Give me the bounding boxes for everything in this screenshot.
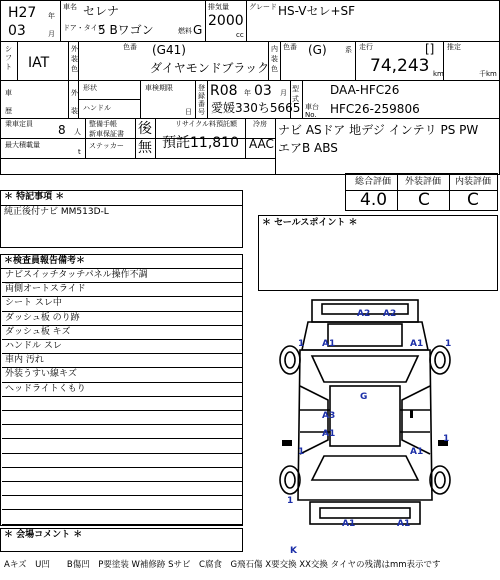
grade-value: HS-Vセレ+SF (278, 4, 356, 18)
model-code: DAA-HFC26 (330, 83, 400, 97)
fuel-label: 燃料 (178, 27, 192, 35)
inspector-report-row (2, 397, 242, 411)
mileage-label: 走行 (359, 43, 373, 51)
damage-mark: 1 (287, 496, 294, 506)
model-label: 車名 (63, 3, 77, 11)
damage-mark: 1 (445, 339, 452, 349)
inspector-report-row: ナビスイッチタッチパネル操作不調 (2, 269, 242, 283)
options-line-1: ナビ ASドア 地デジ インテリ PS PW (278, 123, 479, 137)
displacement-label: 排気量 (208, 3, 229, 11)
door-type-label: ドア・タイプ (63, 24, 105, 32)
damage-mark: K (290, 546, 297, 556)
interior-score-label: 内装評価 (455, 177, 492, 187)
aircon-value: AAC (249, 137, 274, 151)
overall-score: 4.0 (360, 190, 388, 210)
service-label: 整備手帳 (89, 120, 117, 128)
color-code: (G41) (152, 43, 186, 57)
inspector-report-row (2, 425, 242, 439)
month-unit: 月 (48, 30, 55, 38)
damage-mark: 1 (443, 434, 450, 444)
inspector-report-row (2, 411, 242, 425)
special-notes-text: 純正後付ナビ MM513D-L (4, 207, 109, 217)
recycle-label: リサイクル料預託額 (175, 120, 238, 128)
year-unit: 年 (48, 12, 55, 20)
inspector-report-row: ダッシュ板 のり跡 (2, 312, 242, 326)
overall-score-label: 総合評価 (355, 177, 392, 187)
damage-mark: 1 (298, 447, 305, 457)
inspection-era: R08 (210, 83, 238, 99)
damage-mark: A1 (410, 447, 424, 457)
inspector-report-row: ダッシュ板 キズ (2, 326, 242, 340)
options-line-2: エアB ABS (278, 141, 338, 155)
color-name: ダイヤモンドブラック (150, 61, 270, 75)
ext2-label: 外装 (71, 89, 78, 115)
recycle-value: 預託11,810 (162, 135, 239, 151)
exterior-score-label: 外装評価 (405, 177, 442, 187)
car-damage-diagram (270, 290, 470, 558)
color-code-label: 色番 (123, 43, 137, 51)
max-load-unit: t (78, 148, 81, 156)
inspector-report-row: ヘッドライトくもり (2, 383, 242, 397)
sticker-value: 無 (138, 140, 152, 156)
handle-label: ハンドル (83, 104, 111, 112)
chassis-label: 車台No. (305, 103, 319, 119)
damage-mark: A1 (322, 339, 336, 349)
damage-mark: A2 (383, 309, 397, 319)
inspector-report-title: ＊検査員報告備考＊ (4, 256, 86, 266)
inspection-year-unit: 年 (244, 89, 251, 97)
int-color-label: 内装色 (271, 45, 278, 73)
capacity-label: 乗車定員 (5, 120, 33, 128)
max-load-label: 最大積載量 (5, 141, 40, 149)
cert-label: 推定 (447, 43, 461, 51)
warranty-label: 新車保証書 (89, 130, 124, 138)
mileage-bracket: [] (425, 42, 435, 56)
inspector-report-row (2, 496, 242, 510)
capacity-value: 8 (58, 123, 66, 137)
damage-mark: A1 (410, 339, 424, 349)
inspector-report-row (2, 510, 242, 524)
year-era: H27 (8, 5, 37, 21)
inspector-report-row (2, 468, 242, 482)
inspector-report-row: ハンドル スレ (2, 340, 242, 354)
cc-unit: cc (236, 31, 244, 39)
damage-mark: G (360, 392, 368, 402)
model-code-label: 型式 (292, 85, 299, 103)
damage-mark: A3 (322, 411, 336, 421)
int-color-code: (G) (308, 43, 327, 57)
displacement-value: 2000 (208, 13, 244, 29)
inspector-report-row: 両側オートスライド (2, 283, 242, 297)
shift-value: IAT (28, 55, 50, 71)
damage-mark: A1 (322, 429, 336, 439)
plate-label: 登録番号 (198, 84, 205, 116)
inspection-label: 車検期限 (145, 84, 173, 92)
aircon-label: 冷房 (253, 120, 267, 128)
km-unit: km (433, 70, 444, 78)
plate-value: 愛媛330ち5665 (211, 101, 301, 115)
model-name: セレナ (83, 4, 120, 18)
int-color-code-label: 色番 (283, 43, 297, 51)
inspection-day-unit: 日 (185, 108, 192, 116)
inspector-report-row: 車内 汚れ (2, 354, 242, 368)
service-value: 後 (138, 121, 152, 137)
inspector-report-row: シート スレ中 (2, 297, 242, 311)
int-color-unit: 系 (345, 46, 352, 54)
exterior-score: C (418, 190, 430, 210)
mileage-value: 74,243 (370, 56, 430, 76)
damage-legend: Aキズ U凹 B傷凹 P要塗装 W補修跡 Sサビ C腐食 G飛石傷 X要交換 XX交換 タイヤの残溝はmm表示です (4, 560, 441, 570)
chassis-value: HFC26-259806 (330, 102, 420, 116)
inspection-month-unit: 月 (280, 89, 287, 97)
venue-comment-title: ＊ 会場コメント ＊ (4, 530, 83, 540)
inspector-report-row: 外装うすい線キズ (2, 368, 242, 382)
special-notes-title: ＊ 特記事項 ＊ (4, 192, 65, 202)
shift-label: シフト (5, 45, 12, 71)
door-type: 5 Bワゴン (98, 23, 154, 37)
damage-mark: A1 (397, 519, 411, 529)
cert-unit: 千km (479, 70, 497, 78)
damage-mark: A2 (357, 309, 371, 319)
ext-color-label: 外装色 (71, 45, 78, 73)
shape-label: 形状 (83, 84, 97, 92)
interior-score: C (467, 190, 479, 210)
grade-label: グレード (249, 3, 277, 11)
inspection-month: 03 (254, 83, 272, 99)
damage-mark: 1 (298, 339, 305, 349)
sticker-label: ステッカー (89, 142, 124, 150)
history-label: 車歴 (5, 89, 12, 115)
capacity-unit: 人 (74, 128, 81, 136)
fuel-value: G (193, 23, 203, 37)
month-value: 03 (8, 23, 26, 39)
damage-mark: A1 (342, 519, 356, 529)
inspector-report-row (2, 439, 242, 453)
sales-points-title: ＊ セールスポイント ＊ (262, 218, 358, 228)
inspector-report-row (2, 454, 242, 468)
inspector-report-row (2, 482, 242, 496)
